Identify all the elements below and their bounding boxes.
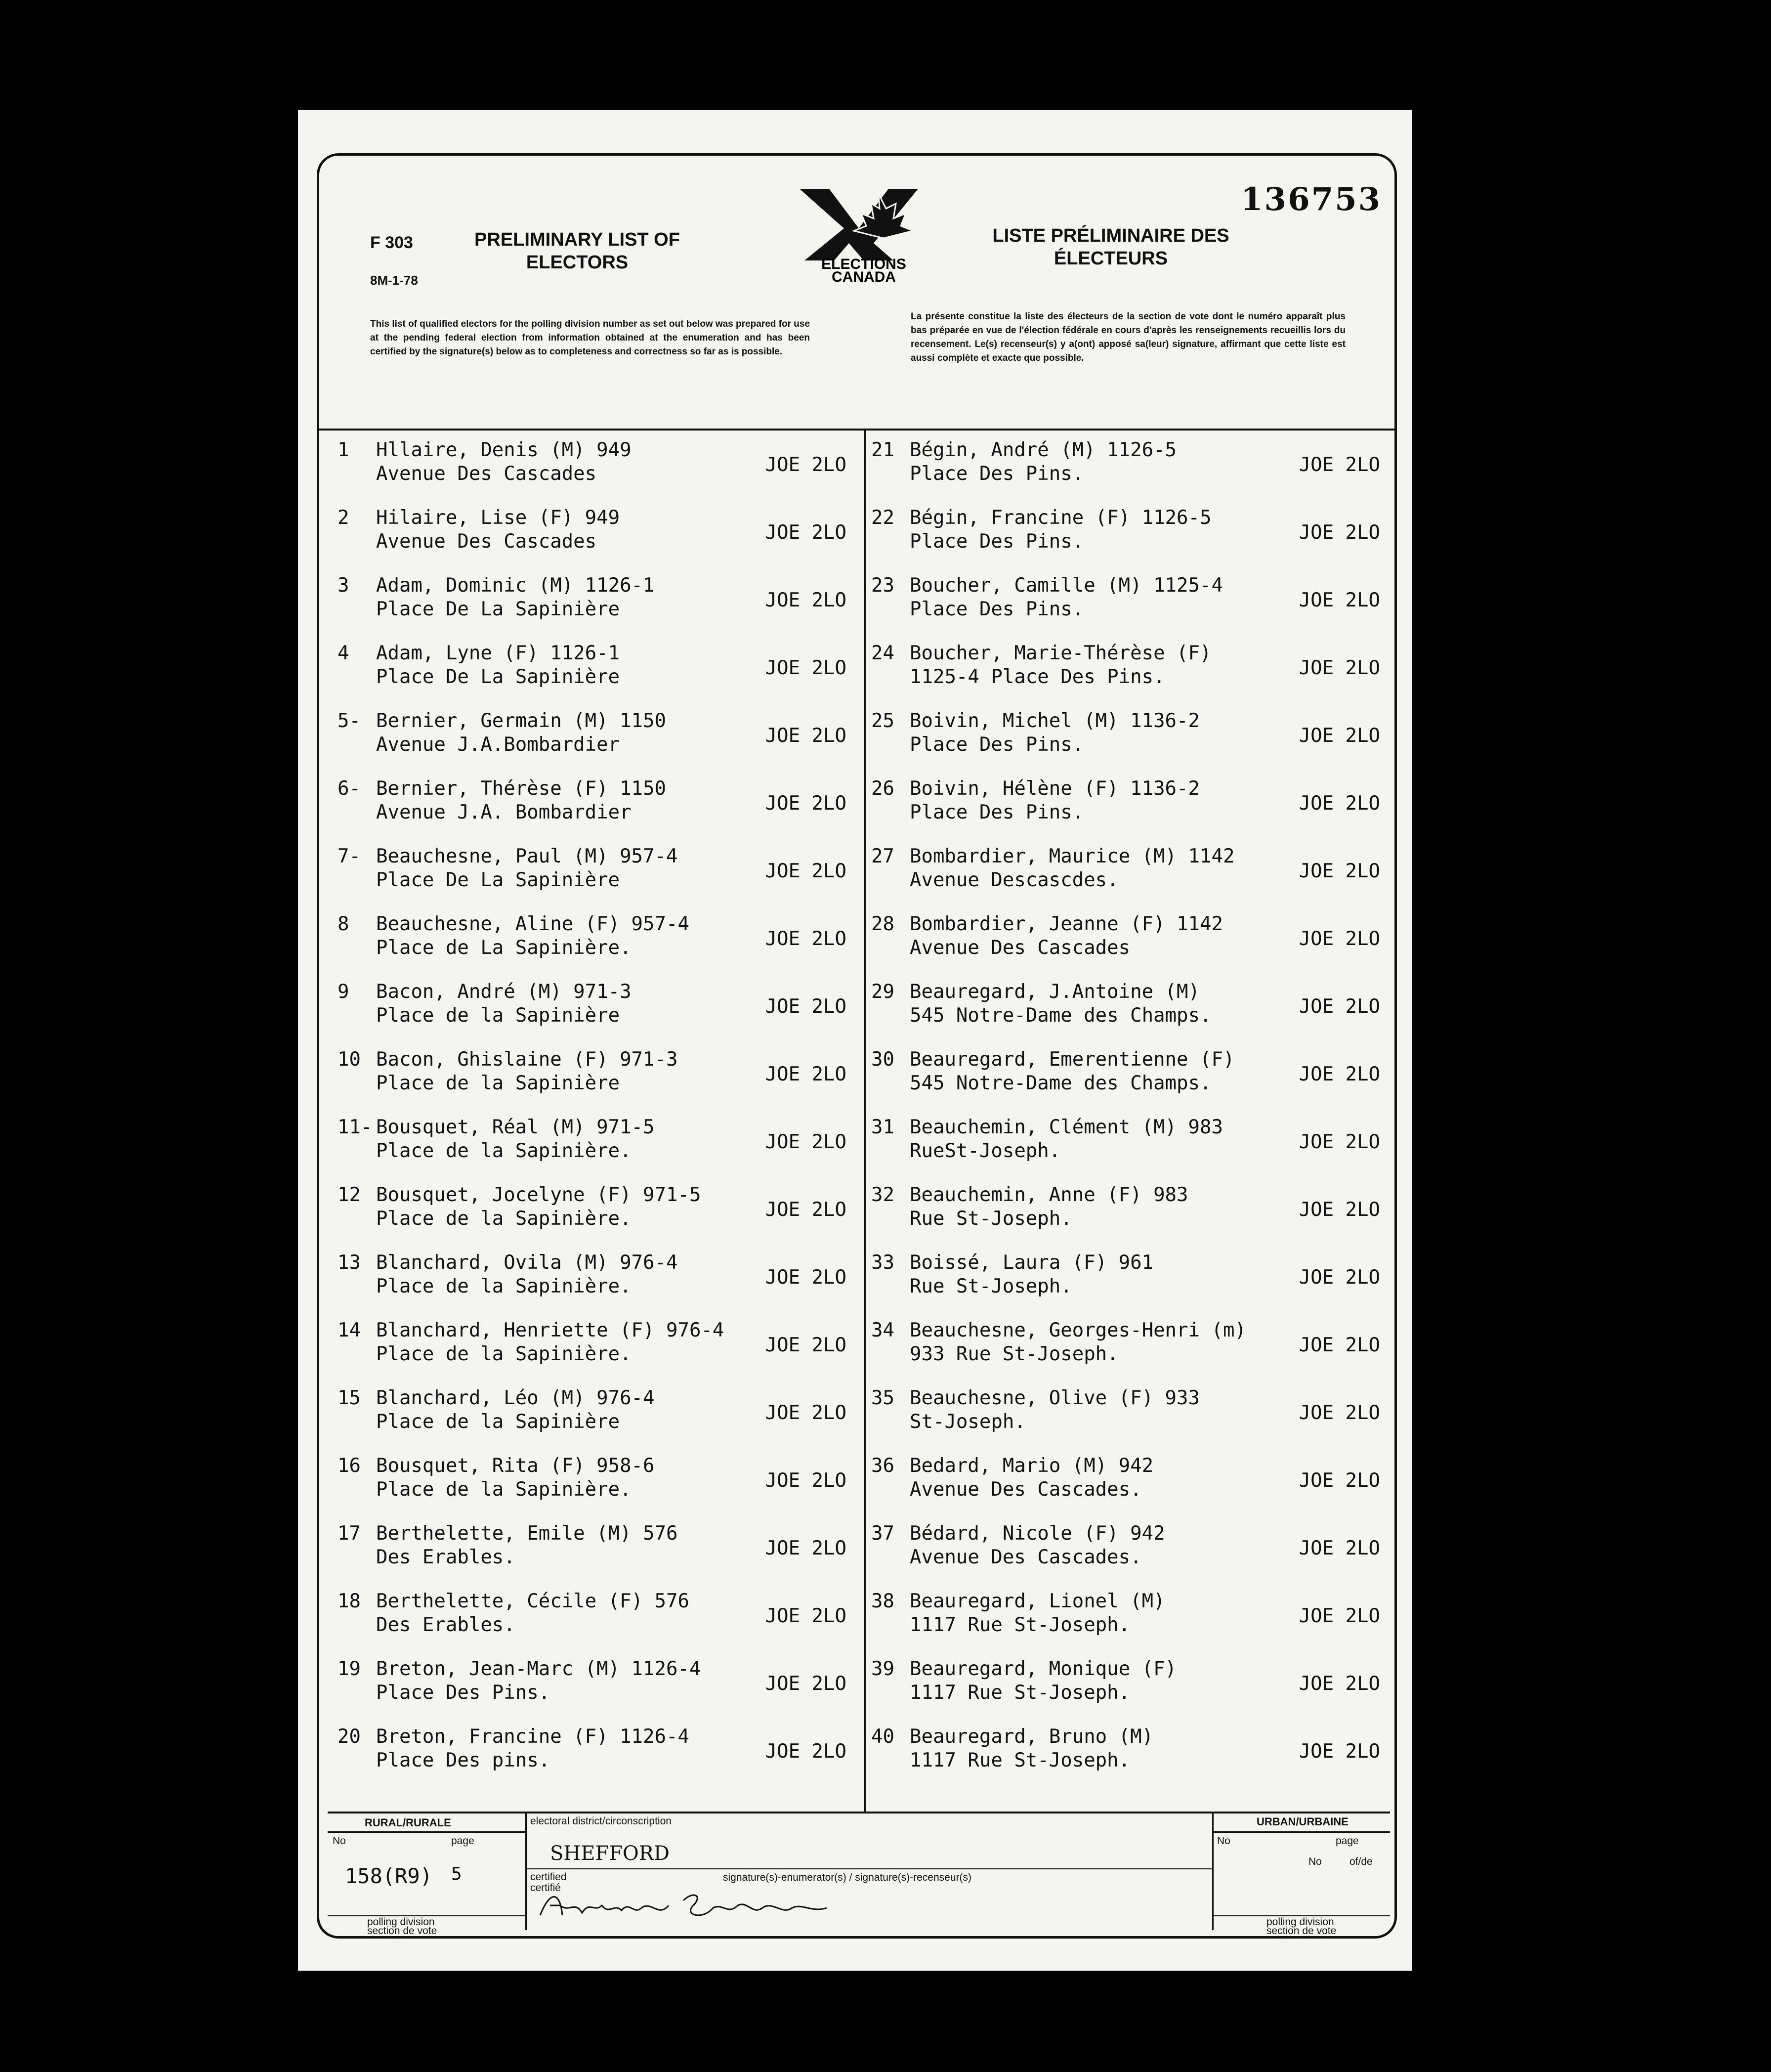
footer-divider [1212, 1812, 1214, 1930]
elector-entry [337, 777, 856, 845]
urban-page-label: page [1336, 1835, 1359, 1847]
entry-number: 37 [871, 1522, 894, 1545]
entry-number: 34 [871, 1319, 894, 1341]
elector-address: 545 Notre-Dame des Champs. [910, 1072, 1212, 1094]
elector-name: Beauchemin, Anne (F) 983 [910, 1184, 1188, 1206]
postal-code: JOE 2LO [1299, 454, 1380, 476]
elector-address: Place de la Sapinière. [376, 1343, 632, 1365]
elector-address: 1117 Rue St-Joseph. [910, 1682, 1131, 1704]
elector-name: Beauregard, Bruno (M) [910, 1726, 1154, 1748]
entry-number: 19 [337, 1658, 361, 1680]
district-value: SHEFFORD [550, 1842, 670, 1865]
elector-entry [337, 1657, 856, 1725]
elector-entry [871, 912, 1390, 980]
elector-entry [871, 438, 1390, 506]
elector-entry [337, 912, 856, 980]
entry-number: 16 [337, 1455, 361, 1477]
elector-entry [871, 1522, 1390, 1590]
elector-name: Beauregard, Lionel (M) [910, 1590, 1165, 1612]
elector-entry [337, 438, 856, 506]
elector-entry [871, 1319, 1390, 1386]
entry-number: 28 [871, 913, 894, 935]
elector-entry [337, 1590, 856, 1657]
elector-address: Place Des Pins. [910, 598, 1084, 620]
entry-number: 21 [871, 439, 894, 461]
signature-label: signature(s)-enumerator(s) / signature(s)-recenseur(s) [723, 1872, 971, 1883]
elector-entry [871, 980, 1390, 1048]
elector-address: Rue St-Joseph. [910, 1275, 1072, 1297]
elector-address: Place de la Sapinière. [376, 1478, 632, 1501]
page-number: 5 [451, 1864, 462, 1884]
elector-address: Place de la Sapinière. [376, 1275, 632, 1297]
entry-number: 32 [871, 1184, 894, 1206]
elector-entry [871, 506, 1390, 574]
postal-code: JOE 2LO [765, 928, 846, 950]
elector-entry [871, 1048, 1390, 1116]
postal-code: JOE 2LO [765, 657, 846, 679]
postal-code: JOE 2LO [765, 1740, 846, 1763]
elector-address: Avenue Des Cascades [910, 937, 1131, 959]
elector-address: 1117 Rue St-Joseph. [910, 1614, 1131, 1636]
elector-address: Place De La Sapinière [376, 666, 620, 688]
elector-name: Boucher, Camille (M) 1125-4 [910, 574, 1223, 597]
elector-name: Beauchesne, Georges-Henri (m) [910, 1319, 1246, 1341]
elector-entry [871, 1251, 1390, 1319]
elector-entry [337, 1048, 856, 1116]
elector-entry [337, 1116, 856, 1183]
postal-code: JOE 2LO [1299, 1402, 1380, 1424]
postal-code: JOE 2LO [765, 1605, 846, 1627]
elector-address: Rue St-Joseph. [910, 1208, 1072, 1230]
elector-address: Avenue J.A. Bombardier [376, 801, 632, 823]
postal-code: JOE 2LO [765, 521, 846, 544]
entry-number: 12 [337, 1184, 361, 1206]
elector-entry [871, 709, 1390, 777]
postal-code: JOE 2LO [1299, 1469, 1380, 1492]
elector-entry [871, 1725, 1390, 1793]
footer-divider [527, 1868, 1212, 1869]
postal-code: JOE 2LO [1299, 1131, 1380, 1153]
entry-number: 2 [337, 507, 349, 529]
postal-code: JOE 2LO [1299, 1740, 1380, 1763]
elector-entry [337, 1251, 856, 1319]
elector-name: Bombardier, Jeanne (F) 1142 [910, 913, 1223, 935]
elector-entry [337, 642, 856, 709]
elector-name: Adam, Dominic (M) 1126-1 [376, 574, 655, 597]
postal-code: JOE 2LO [765, 725, 846, 747]
postal-code: JOE 2LO [765, 1537, 846, 1559]
footer-block [328, 1812, 1390, 1935]
postal-code: JOE 2LO [765, 1402, 846, 1424]
elector-name: Bacon, Ghislaine (F) 971-3 [376, 1048, 678, 1071]
postal-code: JOE 2LO [765, 589, 846, 611]
footer-divider [525, 1812, 527, 1930]
elector-entry [871, 1183, 1390, 1251]
entry-number: 4 [337, 642, 349, 664]
elector-address: 1125-4 Place Des Pins. [910, 666, 1165, 688]
elector-address: Place Des Pins. [910, 530, 1084, 553]
postal-code: JOE 2LO [1299, 792, 1380, 815]
entry-number: 11- [337, 1116, 373, 1138]
elector-name: Beauchesne, Aline (F) 957-4 [376, 913, 689, 935]
elector-address: Place Des Pins. [376, 1682, 550, 1704]
postal-code: JOE 2LO [765, 1469, 846, 1492]
elector-name: Beauregard, Emerentienne (F) [910, 1048, 1235, 1071]
elector-name: Adam, Lyne (F) 1126-1 [376, 642, 620, 664]
elector-address: Place Des Pins. [910, 801, 1084, 823]
elector-entry [337, 845, 856, 912]
elector-address: Avenue J.A.Bombardier [376, 734, 620, 756]
title-french: LISTE PRÉLIMINAIRE DES ÉLECTEURS [992, 225, 1229, 269]
rural-polling-division-label: polling division section de vote [367, 1916, 437, 1937]
form-number: F 303 [370, 233, 413, 252]
elector-address: Place de la Sapinière [376, 1004, 620, 1027]
entry-number: 1 [337, 439, 349, 461]
entry-number: 13 [337, 1252, 361, 1274]
elector-name: Boivin, Hélène (F) 1136-2 [910, 777, 1200, 800]
entry-number: 9 [337, 981, 349, 1003]
elector-entry [337, 1522, 856, 1590]
entry-number: 8 [337, 913, 349, 935]
elector-entry [871, 642, 1390, 709]
elector-entry [337, 1183, 856, 1251]
postal-code: JOE 2LO [1299, 995, 1380, 1018]
elector-address: Place de la Sapinière [376, 1072, 620, 1094]
elector-address: Place De La Sapinière [376, 598, 620, 620]
postal-code: JOE 2LO [1299, 521, 1380, 544]
elector-entry [337, 980, 856, 1048]
entry-number: 30 [871, 1048, 894, 1071]
postal-code: JOE 2LO [765, 1131, 846, 1153]
elector-name: Beauchemin, Clément (M) 983 [910, 1116, 1223, 1138]
postal-code: JOE 2LO [1299, 1063, 1380, 1085]
intro-text-english: This list of qualified electors for the polling division number as set out below was prepared for use at the pending federal election from information obtained at the enumeration and has been certified by the signature(s) below as to completeness and correctness so far as is possible. [370, 319, 810, 357]
postal-code: JOE 2LO [765, 792, 846, 815]
postal-code: JOE 2LO [1299, 725, 1380, 747]
entry-number: 22 [871, 507, 894, 529]
postal-code: JOE 2LO [765, 1063, 846, 1085]
column-divider [864, 429, 866, 1812]
elector-address: Place Des Pins. [910, 734, 1084, 756]
elector-address: Avenue Des Cascades. [910, 1478, 1142, 1501]
elector-name: Bousquet, Rita (F) 958-6 [376, 1455, 655, 1477]
postal-code: JOE 2LO [1299, 1334, 1380, 1356]
elector-name: Berthelette, Emile (M) 576 [376, 1522, 678, 1545]
elector-name: Bégin, André (M) 1126-5 [910, 439, 1177, 461]
entry-number: 26 [871, 777, 894, 800]
elector-name: Breton, Francine (F) 1126-4 [376, 1726, 689, 1748]
entry-number: 7- [337, 845, 361, 867]
elector-name: Hilaire, Lise (F) 949 [376, 507, 620, 529]
elector-address: Place Des Pins. [910, 463, 1084, 485]
entry-number: 39 [871, 1658, 894, 1680]
rural-label: RURAL/RURALE [365, 1816, 451, 1829]
elector-address: 1117 Rue St-Joseph. [910, 1749, 1131, 1771]
elector-address: Place De La Sapinière [376, 869, 620, 891]
postal-code: JOE 2LO [765, 1673, 846, 1695]
title-english: PRELIMINARY LIST OF ELECTORS [474, 229, 680, 273]
elector-address: 545 Notre-Dame des Champs. [910, 1004, 1212, 1027]
elector-entry [871, 1116, 1390, 1183]
elector-name: Berthelette, Cécile (F) 576 [376, 1590, 689, 1612]
elector-name: Bédard, Nicole (F) 942 [910, 1522, 1165, 1545]
entry-number: 36 [871, 1455, 894, 1477]
serial-number: 136753 [1241, 181, 1382, 218]
elector-entry [337, 574, 856, 642]
postal-code: JOE 2LO [1299, 860, 1380, 882]
entry-number: 14 [337, 1319, 361, 1341]
elector-entry [871, 1590, 1390, 1657]
entry-number: 29 [871, 981, 894, 1003]
entry-number: 24 [871, 642, 894, 664]
header-divider [318, 429, 1396, 431]
entry-number: 3 [337, 574, 349, 597]
urban-polling-division-label: polling division section de vote [1266, 1916, 1337, 1937]
entry-number: 17 [337, 1522, 361, 1545]
elector-name: Bombardier, Maurice (M) 1142 [910, 845, 1235, 867]
elector-name: Beauregard, Monique (F) [910, 1658, 1177, 1680]
elections-canada-logo [795, 184, 933, 283]
elector-address: 933 Rue St-Joseph. [910, 1343, 1119, 1365]
postal-code: JOE 2LO [765, 860, 846, 882]
postal-code: JOE 2LO [1299, 1605, 1380, 1627]
elector-entry [871, 777, 1390, 845]
entry-number: 5- [337, 710, 361, 732]
elector-name: Blanchard, Henriette (F) 976-4 [376, 1319, 724, 1341]
elector-address: Place de la Sapinière [376, 1411, 620, 1433]
elector-address: Place Des pins. [376, 1749, 550, 1771]
urban-no-label: No [1217, 1835, 1230, 1847]
elector-entry [337, 709, 856, 777]
elector-address: RueSt-Joseph. [910, 1140, 1061, 1162]
entry-number: 31 [871, 1116, 894, 1138]
svg-text:CANADA: CANADA [832, 269, 896, 283]
elector-name: Bacon, André (M) 971-3 [376, 981, 632, 1003]
elector-name: Bousquet, Jocelyne (F) 971-5 [376, 1184, 701, 1206]
certified-label: certified certifié [530, 1871, 567, 1894]
elector-entry [871, 574, 1390, 642]
postal-code: JOE 2LO [1299, 657, 1380, 679]
postal-code: JOE 2LO [765, 1266, 846, 1289]
entry-number: 15 [337, 1387, 361, 1409]
entry-number: 6- [337, 777, 361, 800]
form-date: 8M-1-78 [370, 273, 418, 288]
elector-name: Bégin, Francine (F) 1126-5 [910, 507, 1212, 529]
elector-address: Place de la Sapinière. [376, 1208, 632, 1230]
elector-address: Avenue Des Cascades [376, 530, 597, 553]
footer-top-rule [328, 1812, 1390, 1813]
poll-number: 158(R9) [345, 1864, 433, 1888]
elector-name: Boissé, Laura (F) 961 [910, 1252, 1154, 1274]
elector-address: St-Joseph. [910, 1411, 1026, 1433]
elector-address: Des Erables. [376, 1614, 515, 1636]
elector-entry [871, 845, 1390, 912]
elector-name: Bernier, Thérèse (F) 1150 [376, 777, 666, 800]
elector-name: Hllaire, Denis (M) 949 [376, 439, 632, 461]
entry-number: 35 [871, 1387, 894, 1409]
elector-entry [337, 1725, 856, 1793]
electors-column-left [337, 438, 856, 1793]
elector-name: Blanchard, Ovila (M) 976-4 [376, 1252, 678, 1274]
entry-number: 38 [871, 1590, 894, 1612]
elector-address: Avenue Des Cascades [376, 463, 597, 485]
urban-of-label: of/de [1349, 1856, 1373, 1867]
elector-name: Beauchesne, Olive (F) 933 [910, 1387, 1200, 1409]
postal-code: JOE 2LO [765, 1199, 846, 1221]
elector-entry [337, 1454, 856, 1522]
postal-code: JOE 2LO [765, 995, 846, 1018]
elector-name: Breton, Jean-Marc (M) 1126-4 [376, 1658, 701, 1680]
electors-column-right [871, 438, 1390, 1793]
svg-text:ELECTIONS: ELECTIONS [821, 256, 906, 272]
entry-number: 25 [871, 710, 894, 732]
elector-name: Blanchard, Léo (M) 976-4 [376, 1387, 655, 1409]
rural-page-label: page [451, 1835, 474, 1847]
entry-number: 23 [871, 574, 894, 597]
elector-entry [337, 1386, 856, 1454]
elector-name: Boivin, Michel (M) 1136-2 [910, 710, 1200, 732]
postal-code: JOE 2LO [1299, 1537, 1380, 1559]
district-label: electoral district/circonscription [530, 1815, 672, 1827]
postal-code: JOE 2LO [1299, 1199, 1380, 1221]
footer-divider [328, 1831, 525, 1833]
rural-no-label: No [333, 1835, 346, 1847]
postal-code: JOE 2LO [1299, 928, 1380, 950]
entry-number: 33 [871, 1252, 894, 1274]
elector-address: Avenue Des Cascades. [910, 1546, 1142, 1568]
entry-number: 27 [871, 845, 894, 867]
elector-name: Beauchesne, Paul (M) 957-4 [376, 845, 678, 867]
enumerator-signature [535, 1886, 832, 1925]
elector-address: Place de la Sapinière. [376, 1140, 632, 1162]
elector-name: Bousquet, Réal (M) 971-5 [376, 1116, 655, 1138]
entry-number: 20 [337, 1726, 361, 1748]
postal-code: JOE 2LO [765, 454, 846, 476]
urban-label: URBAN/URBAINE [1257, 1815, 1349, 1828]
elector-name: Beauregard, J.Antoine (M) [910, 981, 1200, 1003]
elector-name: Bernier, Germain (M) 1150 [376, 710, 666, 732]
postal-code: JOE 2LO [1299, 1266, 1380, 1289]
elector-address: Avenue Descascdes. [910, 869, 1119, 891]
intro-text-french: La présente constitue la liste des électeurs de la section de vote dont le numéro apparaît plus bas préparée en vue de l'élection fédérale en cours d'après les renseignements recueillis lors du recensement. Le(s) recenseur(s) y a(ont) apposé sa(leur) signature, affirmant que cette liste est aussi complète et exacte que possible. [911, 311, 1346, 363]
postal-code: JOE 2LO [1299, 1673, 1380, 1695]
elector-address: Des Erables. [376, 1546, 515, 1568]
postal-code: JOE 2LO [1299, 589, 1380, 611]
entry-number: 10 [337, 1048, 361, 1071]
elector-name: Bedard, Mario (M) 942 [910, 1455, 1154, 1477]
entry-number: 18 [337, 1590, 361, 1612]
elector-address: Place de La Sapinière. [376, 937, 632, 959]
footer-divider [1212, 1831, 1390, 1833]
electors-list-sheet [298, 110, 1412, 1971]
elector-entry [337, 506, 856, 574]
urban-no-label-2: No [1308, 1856, 1322, 1867]
elector-entry [337, 1319, 856, 1386]
entry-number: 40 [871, 1726, 894, 1748]
elector-entry [871, 1657, 1390, 1725]
elector-entry [871, 1386, 1390, 1454]
elector-name: Boucher, Marie-Thérèse (F) [910, 642, 1212, 664]
elector-entry [871, 1454, 1390, 1522]
postal-code: JOE 2LO [765, 1334, 846, 1356]
